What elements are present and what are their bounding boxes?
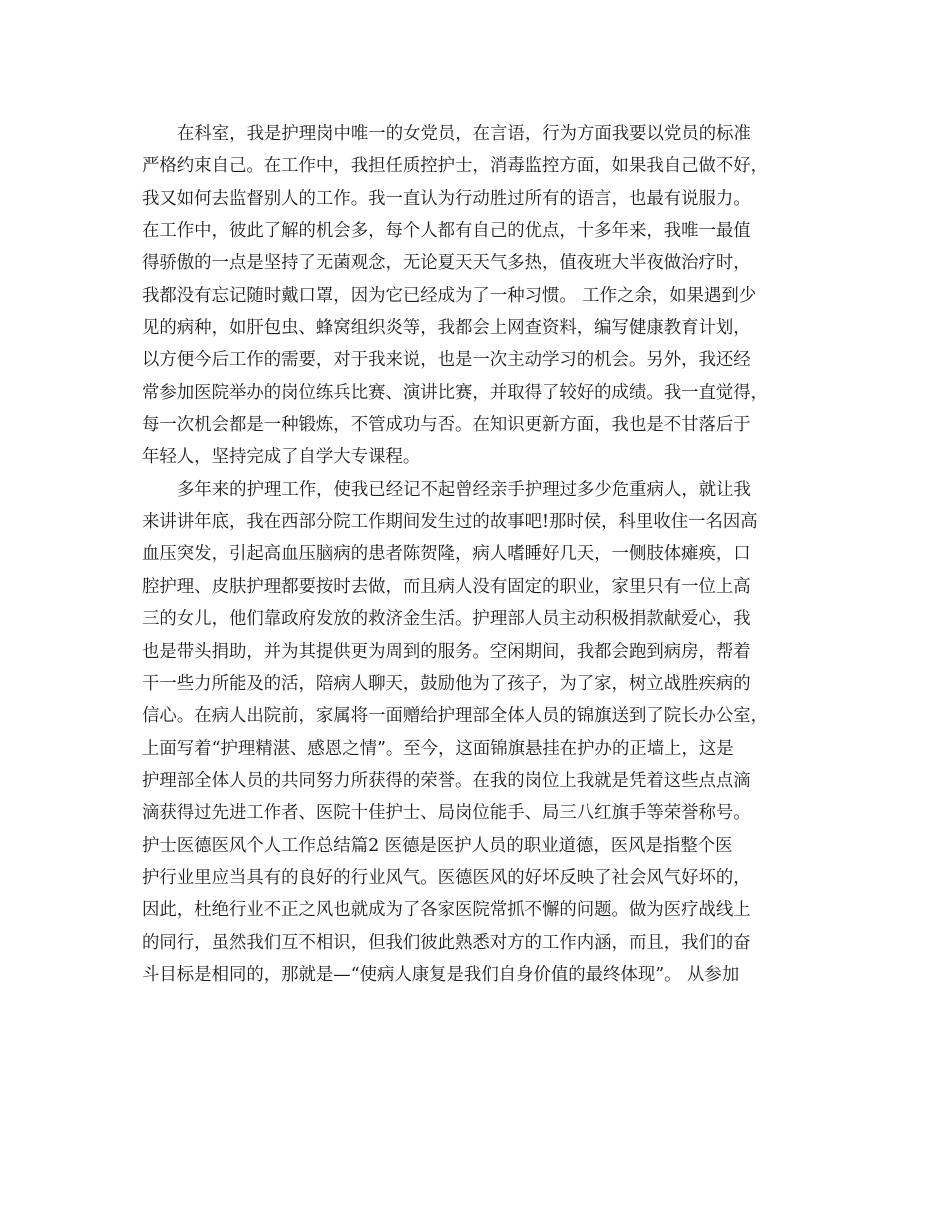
text-line: 常参加医院举办的岗位练兵比赛、演讲比赛，并取得了较好的成绩。我一直觉得， xyxy=(142,382,769,403)
text-line: 干一些力所能及的活，陪病人聊天，鼓励他为了孩子，为了家，树立战胜疾病的 xyxy=(142,673,751,694)
text-line: 护理部全体人员的共同努力所获得的荣誉。在我的岗位上我就是凭着这些点点滴 xyxy=(142,770,751,791)
text-line: 来讲讲年底，我在西部分院工作期间发生过的故事吧!那时侯，科里收住一名因高 xyxy=(142,512,758,533)
text-line: 多年来的护理工作，使我已经记不起曾经亲手护理过多少危重病人，就让我 xyxy=(177,479,751,500)
text-line: 腔护理、皮肤护理都要按时去做，而且病人没有固定的职业，家里只有一位上高 xyxy=(142,576,751,597)
text-line: 信心。在病人出院前，家属将一面赠给护理部全体人员的锦旗送到了院长办公室， xyxy=(142,706,769,727)
text-line: 在工作中，彼此了解的机会多，每个人都有自己的优点，十多年来，我唯一最值 xyxy=(142,221,751,242)
text-line: 我又如何去监督别人的工作。我一直认为行动胜过所有的语言，也最有说服力。 xyxy=(142,188,751,209)
text-line: 年轻人，坚持完成了自学大专课程。 xyxy=(142,447,421,468)
text-line: 在科室，我是护理岗中唯一的女党员，在言语，行为方面我要以党员的标准 xyxy=(177,124,751,144)
text-line: 的同行，虽然我们互不相识，但我们彼此熟悉对方的工作内涵，而且，我们的奋 xyxy=(142,932,751,953)
text-line: 每一次机会都是一种锻炼，不管成功与否。在知识更新方面，我也是不甘落后于 xyxy=(142,415,751,436)
text-line: 血压突发，引起高血压脑病的患者陈贺隆，病人嗜睡好几天，一侧肢体瘫痪，口 xyxy=(142,544,751,565)
text-line: 也是带头捐助，并为其提供更为周到的服务。空闲期间，我都会跑到病房，帮着 xyxy=(142,641,751,662)
document-body xyxy=(142,118,810,991)
text-line: 因此，杜绝行业不正之风也就成为了各家医院常抓不懈的问题。做为医疗战线上 xyxy=(142,900,751,921)
text-line: 三的女儿，他们靠政府发放的救济金生活。护理部人员主动积极捐款献爱心，我 xyxy=(142,609,751,630)
text-line: 滴获得过先进工作者、医院十佳护士、局岗位能手、局三八红旗手等荣誉称号。 xyxy=(142,803,751,824)
paragraph-2 xyxy=(142,474,810,992)
text-line: 见的病种，如肝包虫、蜂窝组织炎等，我都会上网查资料，编写健康教育计划， xyxy=(142,318,751,339)
text-line: 我都没有忘记随时戴口罩，因为它已经成为了一种习惯。 工作之余，如果遇到少 xyxy=(142,285,757,306)
paragraph-1 xyxy=(142,118,810,474)
text-line: 得骄傲的一点是坚持了无菌观念，无论夏天天气多热，值夜班大半夜做治疗时， xyxy=(142,253,751,274)
text-line: 严格约束自己。在工作中，我担任质控护士，消毒监控方面，如果我自己做不好， xyxy=(142,156,769,177)
text-line: 护行业里应当具有的良好的行业风气。医德医风的好坏反映了社会风气好坏的， xyxy=(142,867,751,888)
text-line: 上面写着“护理精湛、感恩之情”。至今，这面锦旗悬挂在护办的正墙上，这是 xyxy=(142,738,734,759)
text-line: 护士医德医风个人工作总结篇2 医德是医护人员的职业道德，医风是指整个医 xyxy=(142,835,733,856)
text-line: 以方便今后工作的需要，对于我来说，也是一次主动学习的机会。另外，我还经 xyxy=(142,350,751,371)
text-line: 斗目标是相同的，那就是—“使病人康复是我们自身价值的最终体现”。 从参加 xyxy=(142,964,740,985)
